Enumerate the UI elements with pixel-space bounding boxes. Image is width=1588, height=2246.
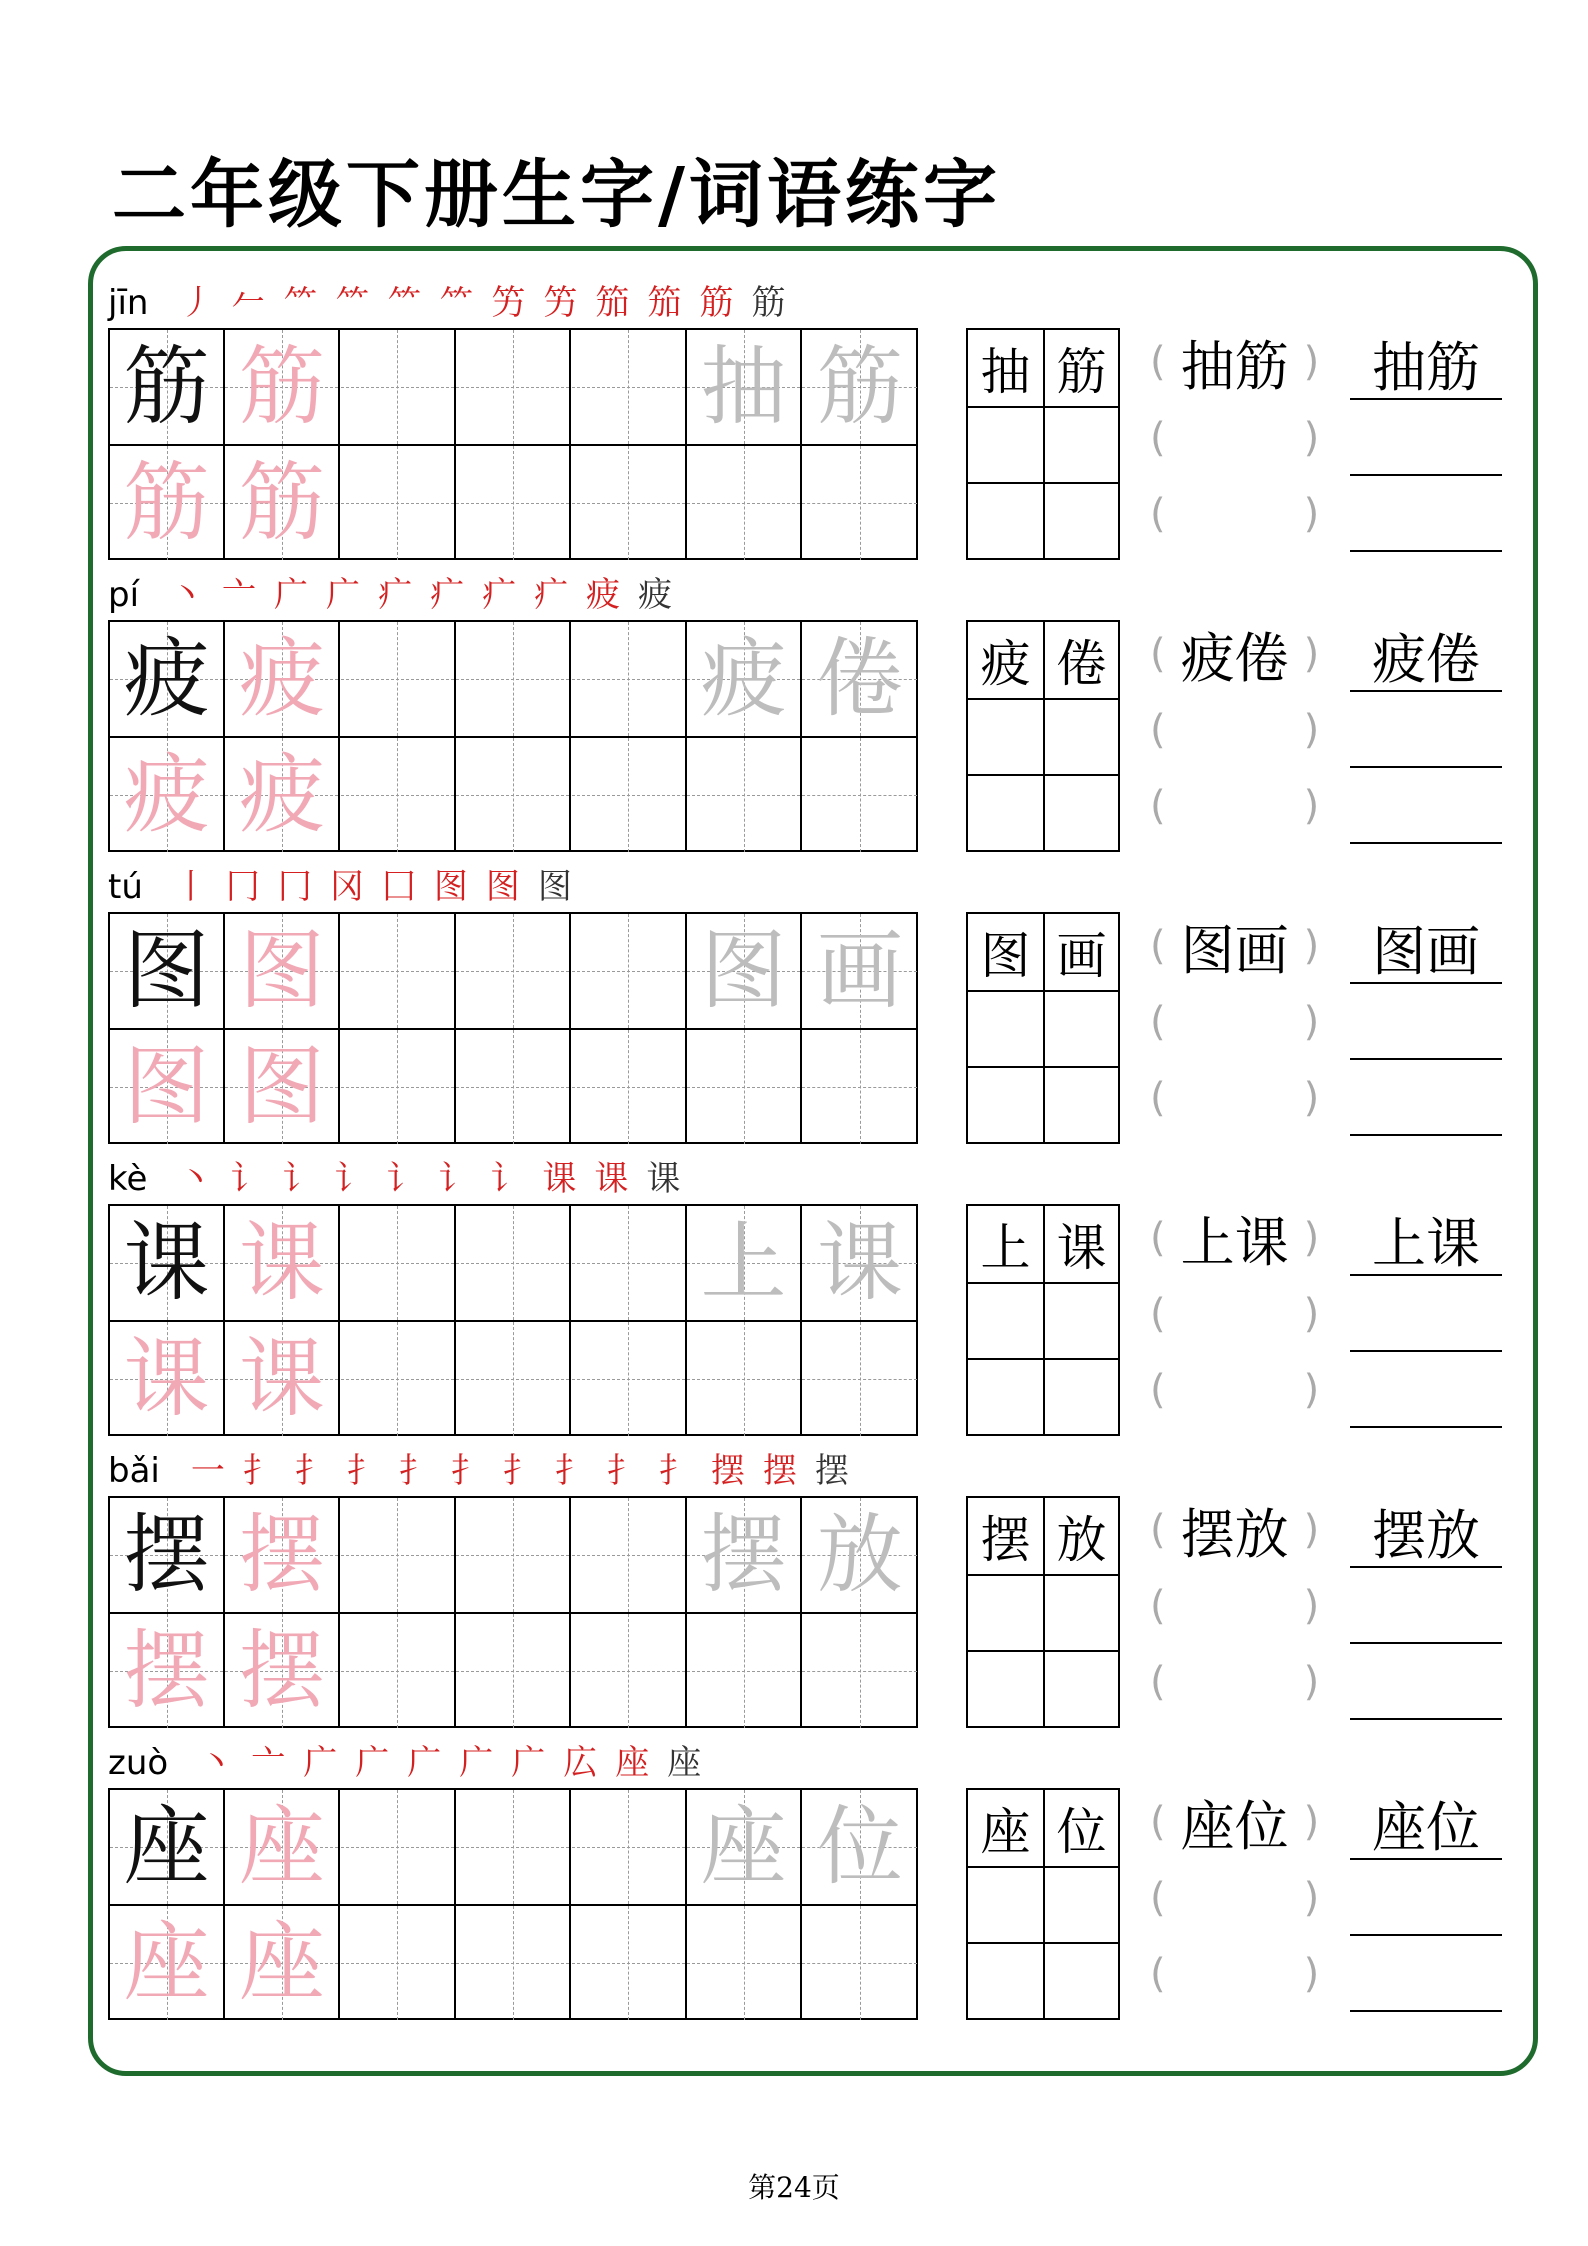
paren-slot[interactable]: ( ) bbox=[1150, 783, 1320, 829]
grid-cell[interactable] bbox=[456, 1614, 571, 1728]
word-cell[interactable] bbox=[1044, 774, 1119, 850]
grid-cell[interactable] bbox=[341, 1030, 456, 1144]
trace-char: 位 bbox=[816, 1797, 903, 1897]
grid-cell[interactable] bbox=[341, 1206, 456, 1320]
grid-cell[interactable] bbox=[802, 1790, 917, 1904]
grid-cell[interactable] bbox=[341, 330, 456, 444]
grid-cell[interactable] bbox=[341, 914, 456, 1028]
stroke-order-row bbox=[108, 278, 794, 328]
underline-slot[interactable] bbox=[1350, 706, 1502, 768]
paren-slot[interactable]: ( ) bbox=[1150, 707, 1320, 753]
word-cell[interactable] bbox=[968, 482, 1043, 558]
stroke-step: 讠 bbox=[282, 1159, 317, 1199]
grid-cell[interactable] bbox=[225, 1790, 340, 1904]
trace-char: 放 bbox=[816, 1505, 903, 1605]
grid-cell[interactable] bbox=[802, 622, 917, 736]
pinyin-label: tú bbox=[108, 867, 143, 907]
grid-cell[interactable] bbox=[456, 622, 571, 736]
word-box bbox=[966, 912, 1120, 1144]
trace-char: 座 bbox=[238, 1913, 325, 2013]
stroke-step: 笳 bbox=[647, 283, 682, 323]
stroke-step: 座 bbox=[667, 1743, 702, 1783]
word-cell[interactable]: 上 bbox=[980, 1219, 1031, 1277]
grid-cell[interactable] bbox=[110, 1906, 225, 2020]
word-cell[interactable]: 画 bbox=[1056, 927, 1107, 985]
trace-char: 课 bbox=[123, 1329, 210, 1429]
tianzige-grid bbox=[108, 1496, 918, 1728]
grid-cell[interactable] bbox=[341, 738, 456, 852]
stroke-step: 扌 bbox=[554, 1451, 589, 1491]
stroke-step: 广 bbox=[459, 1743, 494, 1783]
stroke-step: 冂 bbox=[277, 867, 312, 907]
grid-cell[interactable] bbox=[341, 1614, 456, 1728]
grid-cell[interactable] bbox=[802, 1206, 917, 1320]
model-char: 图 bbox=[123, 921, 210, 1021]
grid-cell[interactable] bbox=[456, 446, 571, 560]
underline-slot[interactable] bbox=[1350, 782, 1502, 844]
paren-slot: ( 座位 ) bbox=[1150, 1794, 1320, 1858]
char-block bbox=[0, 1738, 1588, 2028]
stroke-step: 广 bbox=[511, 1743, 546, 1783]
stroke-step: 摆 bbox=[762, 1451, 797, 1491]
grid-cell[interactable] bbox=[802, 1030, 917, 1144]
char-block bbox=[0, 1154, 1588, 1444]
trace-char: 画 bbox=[816, 921, 903, 1021]
paren-slot: ( 图画 ) bbox=[1150, 918, 1320, 982]
word-box bbox=[966, 620, 1120, 852]
word-cell[interactable]: 放 bbox=[1056, 1511, 1107, 1569]
word-box bbox=[966, 1496, 1120, 1728]
grid-cell[interactable] bbox=[110, 1322, 225, 1436]
paren-slot[interactable]: ( ) bbox=[1150, 1367, 1320, 1413]
model-char: 筋 bbox=[123, 337, 210, 437]
trace-char: 疲 bbox=[238, 629, 325, 729]
tianzige-grid bbox=[108, 620, 918, 852]
stroke-step: 竻 bbox=[491, 283, 526, 323]
word-cell[interactable] bbox=[1044, 406, 1119, 482]
trace-char: 疲 bbox=[123, 745, 210, 845]
stroke-step: 扌 bbox=[502, 1451, 537, 1491]
grid-cell[interactable] bbox=[225, 738, 340, 852]
word-cell[interactable]: 图 bbox=[980, 927, 1031, 985]
word-cell[interactable] bbox=[1044, 1574, 1119, 1650]
trace-char: 座 bbox=[238, 1797, 325, 1897]
stroke-step: 课 bbox=[594, 1159, 629, 1199]
trace-char: 座 bbox=[123, 1913, 210, 2013]
word-cell[interactable] bbox=[968, 1942, 1043, 2018]
paren-slot[interactable]: ( ) bbox=[1150, 1075, 1320, 1121]
grid-cell[interactable] bbox=[456, 1906, 571, 2020]
grid-cell[interactable] bbox=[456, 914, 571, 1028]
grid-cell[interactable] bbox=[572, 1790, 687, 1904]
underline-slot[interactable] bbox=[1350, 1658, 1502, 1720]
stroke-step: 摆 bbox=[814, 1451, 849, 1491]
trace-char: 摆 bbox=[238, 1621, 325, 1721]
underline-slot[interactable] bbox=[1350, 1366, 1502, 1428]
grid-cell[interactable] bbox=[572, 1614, 687, 1728]
pinyin-label: pí bbox=[108, 575, 140, 615]
stroke-step: 疲 bbox=[638, 575, 673, 615]
word-cell[interactable]: 座 bbox=[980, 1803, 1031, 1861]
paren-slot[interactable]: ( ) bbox=[1150, 1875, 1320, 1921]
grid-cell[interactable] bbox=[225, 446, 340, 560]
stroke-step: 疒 bbox=[378, 575, 413, 615]
char-block bbox=[0, 570, 1588, 860]
stroke-step: 亠 bbox=[222, 575, 257, 615]
word-cell[interactable] bbox=[968, 1282, 1043, 1358]
tianzige-grid bbox=[108, 328, 918, 560]
grid-cell[interactable] bbox=[572, 330, 687, 444]
trace-char: 筋 bbox=[123, 453, 210, 553]
stroke-step: 疒 bbox=[534, 575, 569, 615]
grid-cell[interactable] bbox=[341, 622, 456, 736]
stroke-step: 丶 bbox=[170, 575, 205, 615]
underline-slot[interactable] bbox=[1350, 1874, 1502, 1936]
word-cell[interactable]: 疲 bbox=[980, 635, 1031, 693]
underline-slot: 图画 bbox=[1350, 922, 1502, 984]
model-char: 疲 bbox=[123, 629, 210, 729]
grid-cell[interactable] bbox=[110, 738, 225, 852]
underline-slot[interactable] bbox=[1350, 1582, 1502, 1644]
trace-char: 图 bbox=[238, 1037, 325, 1137]
grid-cell[interactable] bbox=[687, 1206, 802, 1320]
trace-char: 摆 bbox=[238, 1505, 325, 1605]
word-cell[interactable] bbox=[968, 990, 1043, 1066]
grid-cell[interactable] bbox=[456, 1498, 571, 1612]
underline-slot[interactable] bbox=[1350, 1074, 1502, 1136]
word-cell[interactable] bbox=[968, 774, 1043, 850]
trace-char: 疲 bbox=[238, 745, 325, 845]
pinyin-label: jīn bbox=[108, 283, 149, 323]
grid-cell[interactable] bbox=[687, 1790, 802, 1904]
trace-char: 筋 bbox=[238, 453, 325, 553]
grid-cell[interactable] bbox=[341, 1906, 456, 2020]
word-cell[interactable] bbox=[968, 406, 1043, 482]
word-cell[interactable]: 抽 bbox=[980, 343, 1031, 401]
paren-slot: ( 疲倦 ) bbox=[1150, 626, 1320, 690]
char-block bbox=[0, 278, 1588, 568]
word-cell[interactable] bbox=[1044, 482, 1119, 558]
word-cell[interactable] bbox=[968, 1066, 1043, 1142]
grid-cell[interactable] bbox=[802, 446, 917, 560]
paren-slot[interactable]: ( ) bbox=[1150, 491, 1320, 537]
word-cell[interactable] bbox=[968, 1650, 1043, 1726]
trace-char: 抽 bbox=[700, 337, 787, 437]
model-char: 座 bbox=[123, 1797, 210, 1897]
stroke-step: 亠 bbox=[251, 1743, 286, 1783]
char-block bbox=[0, 1446, 1588, 1736]
stroke-order-row bbox=[108, 1738, 710, 1788]
stroke-step: 讠 bbox=[386, 1159, 421, 1199]
stroke-step: 広 bbox=[563, 1743, 598, 1783]
stroke-step: 图 bbox=[433, 867, 468, 907]
tianzige-grid bbox=[108, 1204, 918, 1436]
grid-cell[interactable] bbox=[687, 1906, 802, 2020]
grid-cell[interactable] bbox=[572, 914, 687, 1028]
grid-cell[interactable] bbox=[110, 1030, 225, 1144]
trace-char: 座 bbox=[700, 1797, 787, 1897]
grid-cell[interactable] bbox=[687, 1614, 802, 1728]
stroke-step: 讠 bbox=[438, 1159, 473, 1199]
stroke-step: 囗 bbox=[381, 867, 416, 907]
word-box bbox=[966, 1788, 1120, 2020]
word-cell[interactable] bbox=[1044, 1282, 1119, 1358]
paren-slot: ( 摆放 ) bbox=[1150, 1502, 1320, 1566]
word-cell[interactable] bbox=[1044, 1866, 1119, 1942]
stroke-order-row bbox=[108, 570, 681, 620]
stroke-order-row bbox=[108, 1154, 689, 1204]
trace-char: 课 bbox=[238, 1213, 325, 1313]
stroke-step: 课 bbox=[646, 1159, 681, 1199]
stroke-step: 竻 bbox=[543, 283, 578, 323]
stroke-step: 图 bbox=[485, 867, 520, 907]
grid-cell[interactable] bbox=[572, 446, 687, 560]
word-cell[interactable] bbox=[1044, 698, 1119, 774]
grid-cell[interactable] bbox=[225, 914, 340, 1028]
grid-cell[interactable] bbox=[225, 330, 340, 444]
stroke-step: 扌 bbox=[658, 1451, 693, 1491]
grid-cell[interactable] bbox=[802, 914, 917, 1028]
trace-char: 课 bbox=[238, 1329, 325, 1429]
word-box bbox=[966, 328, 1120, 560]
word-cell[interactable] bbox=[1044, 1358, 1119, 1434]
grid-cell[interactable] bbox=[456, 330, 571, 444]
grid-cell[interactable] bbox=[802, 738, 917, 852]
trace-char: 图 bbox=[123, 1037, 210, 1137]
grid-cell[interactable] bbox=[572, 738, 687, 852]
trace-char: 图 bbox=[238, 921, 325, 1021]
paren-slot[interactable]: ( ) bbox=[1150, 1291, 1320, 1337]
grid-cell[interactable] bbox=[687, 914, 802, 1028]
trace-char: 筋 bbox=[238, 337, 325, 437]
paren-slot[interactable]: ( ) bbox=[1150, 1659, 1320, 1705]
grid-cell[interactable] bbox=[110, 446, 225, 560]
stroke-step: 𠂉 bbox=[231, 283, 266, 323]
underline-slot: 疲倦 bbox=[1350, 630, 1502, 692]
grid-cell[interactable] bbox=[456, 1322, 571, 1436]
paren-slot[interactable]: ( ) bbox=[1150, 1583, 1320, 1629]
grid-cell[interactable] bbox=[687, 622, 802, 736]
underline-slot: 抽筋 bbox=[1350, 338, 1502, 400]
word-box bbox=[966, 1204, 1120, 1436]
stroke-step: ⺮ bbox=[335, 283, 370, 323]
grid-cell[interactable] bbox=[225, 622, 340, 736]
stroke-order-row bbox=[108, 1446, 858, 1496]
word-cell[interactable] bbox=[1044, 990, 1119, 1066]
word-cell[interactable] bbox=[968, 1574, 1043, 1650]
grid-cell[interactable] bbox=[572, 1322, 687, 1436]
stroke-step: 扌 bbox=[294, 1451, 329, 1491]
grid-cell[interactable] bbox=[110, 914, 225, 1028]
stroke-step: 筋 bbox=[751, 283, 786, 323]
stroke-step: 讠 bbox=[230, 1159, 265, 1199]
grid-cell[interactable] bbox=[802, 1498, 917, 1612]
stroke-step: 疒 bbox=[430, 575, 465, 615]
grid-cell[interactable] bbox=[341, 446, 456, 560]
char-block bbox=[0, 862, 1588, 1152]
underline-slot: 座位 bbox=[1350, 1798, 1502, 1860]
grid-cell[interactable] bbox=[572, 1206, 687, 1320]
trace-char: 图 bbox=[700, 921, 787, 1021]
stroke-step: 扌 bbox=[346, 1451, 381, 1491]
stroke-step: 图 bbox=[537, 867, 572, 907]
grid-cell[interactable] bbox=[225, 1030, 340, 1144]
grid-cell[interactable] bbox=[341, 1322, 456, 1436]
stroke-step: 扌 bbox=[398, 1451, 433, 1491]
grid-cell[interactable] bbox=[225, 1498, 340, 1612]
grid-cell[interactable] bbox=[225, 1614, 340, 1728]
stroke-step: ⺮ bbox=[439, 283, 474, 323]
model-char: 摆 bbox=[123, 1505, 210, 1605]
underline-slot[interactable] bbox=[1350, 1290, 1502, 1352]
underline-slot: 上课 bbox=[1350, 1214, 1502, 1276]
grid-cell[interactable] bbox=[802, 1906, 917, 2020]
grid-cell[interactable] bbox=[572, 622, 687, 736]
stroke-step: 冂 bbox=[225, 867, 260, 907]
grid-cell[interactable] bbox=[225, 1322, 340, 1436]
grid-cell[interactable] bbox=[456, 738, 571, 852]
stroke-step: 广 bbox=[326, 575, 361, 615]
grid-cell[interactable] bbox=[225, 1906, 340, 2020]
grid-cell[interactable] bbox=[110, 1206, 225, 1320]
trace-char: 摆 bbox=[700, 1505, 787, 1605]
stroke-step: 广 bbox=[303, 1743, 338, 1783]
stroke-order-row bbox=[108, 862, 581, 912]
grid-cell[interactable] bbox=[572, 1906, 687, 2020]
grid-cell[interactable] bbox=[687, 738, 802, 852]
stroke-step: 讠 bbox=[334, 1159, 369, 1199]
stroke-step: 广 bbox=[355, 1743, 390, 1783]
model-char: 课 bbox=[123, 1213, 210, 1313]
stroke-step: ⺮ bbox=[283, 283, 318, 323]
paren-slot[interactable]: ( ) bbox=[1150, 999, 1320, 1045]
paren-slot[interactable]: ( ) bbox=[1150, 1951, 1320, 1997]
paren-slot[interactable]: ( ) bbox=[1150, 415, 1320, 461]
stroke-step: 丶 bbox=[199, 1743, 234, 1783]
stroke-step: 丿 bbox=[179, 283, 214, 323]
grid-cell[interactable] bbox=[572, 1030, 687, 1144]
stroke-step: 扌 bbox=[242, 1451, 277, 1491]
word-cell[interactable]: 课 bbox=[1056, 1219, 1107, 1277]
stroke-step: 课 bbox=[542, 1159, 577, 1199]
stroke-step: 冈 bbox=[329, 867, 364, 907]
stroke-step: 扌 bbox=[606, 1451, 641, 1491]
trace-char: 筋 bbox=[816, 337, 903, 437]
pinyin-label: kè bbox=[108, 1159, 148, 1199]
grid-cell[interactable] bbox=[341, 1498, 456, 1612]
stroke-step: 摆 bbox=[710, 1451, 745, 1491]
grid-cell[interactable] bbox=[456, 1206, 571, 1320]
stroke-step: 筋 bbox=[699, 283, 734, 323]
word-cell[interactable] bbox=[1044, 1066, 1119, 1142]
grid-cell[interactable] bbox=[110, 1790, 225, 1904]
stroke-step: 座 bbox=[615, 1743, 650, 1783]
stroke-step: 一 bbox=[190, 1451, 225, 1491]
grid-cell[interactable] bbox=[341, 1790, 456, 1904]
word-cell[interactable]: 位 bbox=[1056, 1803, 1107, 1861]
grid-cell[interactable] bbox=[225, 1206, 340, 1320]
underline-slot[interactable] bbox=[1350, 1950, 1502, 2012]
grid-cell[interactable] bbox=[110, 622, 225, 736]
stroke-step: 广 bbox=[274, 575, 309, 615]
underline-slot: 摆放 bbox=[1350, 1506, 1502, 1568]
stroke-step: 疲 bbox=[586, 575, 621, 615]
stroke-step: 广 bbox=[407, 1743, 442, 1783]
page-number: 第24页 bbox=[748, 2171, 840, 2204]
stroke-step: 讠 bbox=[490, 1159, 525, 1199]
stroke-step: 丶 bbox=[178, 1159, 213, 1199]
word-cell[interactable]: 筋 bbox=[1056, 343, 1107, 401]
trace-char: 课 bbox=[816, 1213, 903, 1313]
stroke-step: ⺮ bbox=[387, 283, 422, 323]
page-title: 二年级下册生字/词语练字 bbox=[112, 152, 1002, 238]
tianzige-grid bbox=[108, 1788, 918, 2020]
word-cell[interactable] bbox=[1044, 1942, 1119, 2018]
grid-cell[interactable] bbox=[110, 1498, 225, 1612]
stroke-step: 扌 bbox=[450, 1451, 485, 1491]
grid-cell[interactable] bbox=[687, 446, 802, 560]
pinyin-label: zuò bbox=[108, 1743, 169, 1783]
grid-cell[interactable] bbox=[110, 330, 225, 444]
grid-cell[interactable] bbox=[687, 1498, 802, 1612]
trace-char: 上 bbox=[700, 1213, 787, 1313]
word-cell[interactable] bbox=[1044, 1650, 1119, 1726]
word-cell[interactable]: 摆 bbox=[980, 1511, 1031, 1569]
grid-cell[interactable] bbox=[687, 1322, 802, 1436]
underline-slot[interactable] bbox=[1350, 490, 1502, 552]
word-cell[interactable] bbox=[968, 1358, 1043, 1434]
underline-slot[interactable] bbox=[1350, 998, 1502, 1060]
tianzige-grid bbox=[108, 912, 918, 1144]
grid-cell[interactable] bbox=[802, 1614, 917, 1728]
paren-slot: ( 上课 ) bbox=[1150, 1210, 1320, 1274]
trace-char: 疲 bbox=[700, 629, 787, 729]
grid-cell[interactable] bbox=[456, 1030, 571, 1144]
pinyin-label: bǎi bbox=[108, 1451, 160, 1491]
stroke-step: 笳 bbox=[595, 283, 630, 323]
grid-cell[interactable] bbox=[572, 1498, 687, 1612]
grid-cell[interactable] bbox=[687, 330, 802, 444]
underline-slot[interactable] bbox=[1350, 414, 1502, 476]
grid-cell[interactable] bbox=[110, 1614, 225, 1728]
paren-slot: ( 抽筋 ) bbox=[1150, 334, 1320, 398]
word-cell[interactable] bbox=[968, 698, 1043, 774]
grid-cell[interactable] bbox=[687, 1030, 802, 1144]
word-cell[interactable] bbox=[968, 1866, 1043, 1942]
grid-cell[interactable] bbox=[456, 1790, 571, 1904]
stroke-step: 疒 bbox=[482, 575, 517, 615]
trace-char: 摆 bbox=[123, 1621, 210, 1721]
trace-char: 倦 bbox=[816, 629, 903, 729]
grid-cell[interactable] bbox=[802, 330, 917, 444]
word-cell[interactable]: 倦 bbox=[1056, 635, 1107, 693]
grid-cell[interactable] bbox=[802, 1322, 917, 1436]
stroke-step: 丨 bbox=[173, 867, 208, 907]
